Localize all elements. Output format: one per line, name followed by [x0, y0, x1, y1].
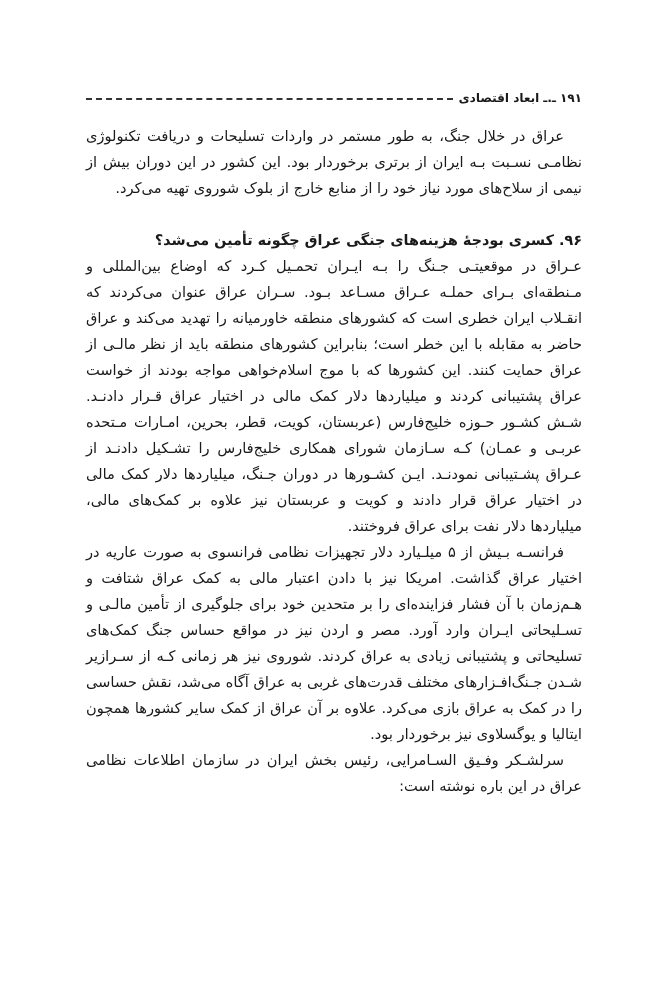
question-heading: ۹۶. کسری بودجهٔ هزینه‌های جنگی عراق چگونه تأمین می‌شد؟ [154, 233, 582, 249]
answer-paragraph: فرانسـه بـیش از ۵ میلـیارد دلار تجهیزات نظامی فرانسوی به صورت عاریه در اختیار عراق گذاشت. امریکا نیز با دادن اعتبار مالی به کمک عراق شتافت و هـم‌زمان با آن فشار فزاینده‌ای را بر متحدین خود برای جلوگیری از تأمین مالـی و تسـلیحاتی ایـران وارد آورد. مصر و اردن نیز در مواقع حساس جنگ کمک‌های تسلیحاتی و پشتیبانی زیادی به عراق کردند. شوروی نیز هر زمانی کـه از سـرازیر شـدن جـنگ‌افـزارهای مختلف قدرت‌های غربی به عراق آگاه می‌شد، نقش حساسی را در کمک به عراق بازی می‌کرد. علاوه بر آن عراق از کمک سایر کشورها همچون ایتالیا و یوگسلاوی نیز برخوردار بود. [86, 544, 582, 743]
answer-paragraph: سرلشـکر وفـیق السـامرایی، رئیس بخش ایران در سازمان اطلاعات نظامی عراق در این باره نوشته است: [86, 752, 582, 795]
section-title: ابعاد اقتصادی [458, 91, 540, 105]
header-dashed-rule [86, 98, 453, 100]
running-header [86, 88, 582, 108]
answer-paragraph: عـراق در موقعیتـی جـنگ را بـه ایـران تحمـیل کـرد که اوضاع بین‌المللی و مـنطقه‌ای بـرای حملـه عـراق مسـاعد بـود. سـران عراق عنوان می‌کردند که انقـلاب ایران خطری است که کشورهای منطقه خاورمیانه را تهدید می‌کند و عراق حاضر به مقابله با این خطر است؛ بنابراین کشورهای منطقه باید از نظر مالـی از عراق حمایت کنند. این کشورها که با موج اسلام‌خواهی مواجه بودند از خواست عراق پشتیبانی کردند و میلیاردها دلار کمک مالی در اختیار عراق قـرار دادنـد. شـش کشـور حـوزه خلیج‌فارس (عربستان، کویت، قطر، بحرین، امـارات مـتحده عربـی و عمـان) کـه سـازمان شورای همکاری خلیج‌فارس را تشـکیل دادنـد از عـراق پشـتیبانی نمودنـد. ایـن کشـورها در دوران جـنگ، میلیاردها دلار کمک مالی در اختیار عراق قرار دادند و کویت و عربستان نیز علاوه بر کمک‌های مالی، میلیاردها دلار نفت برای عراق فروختند. [86, 258, 582, 535]
intro-paragraph: عراق در خلال جنگ، به طور مستمر در واردات تسلیحات و دریافت تکنولوژی نظامـی نسـبت بـه ایران از برتری برخوردار بود. این کشور در این دوران بیش از نیمی از سلاح‌های مورد نیاز خود را از منابع خارج از بلوک شوروی تهیه می‌کرد. [86, 128, 582, 197]
header-separator: ـ.ـ [543, 91, 557, 105]
page-body [86, 124, 582, 800]
page-number: ۱۹۱ [560, 91, 582, 105]
